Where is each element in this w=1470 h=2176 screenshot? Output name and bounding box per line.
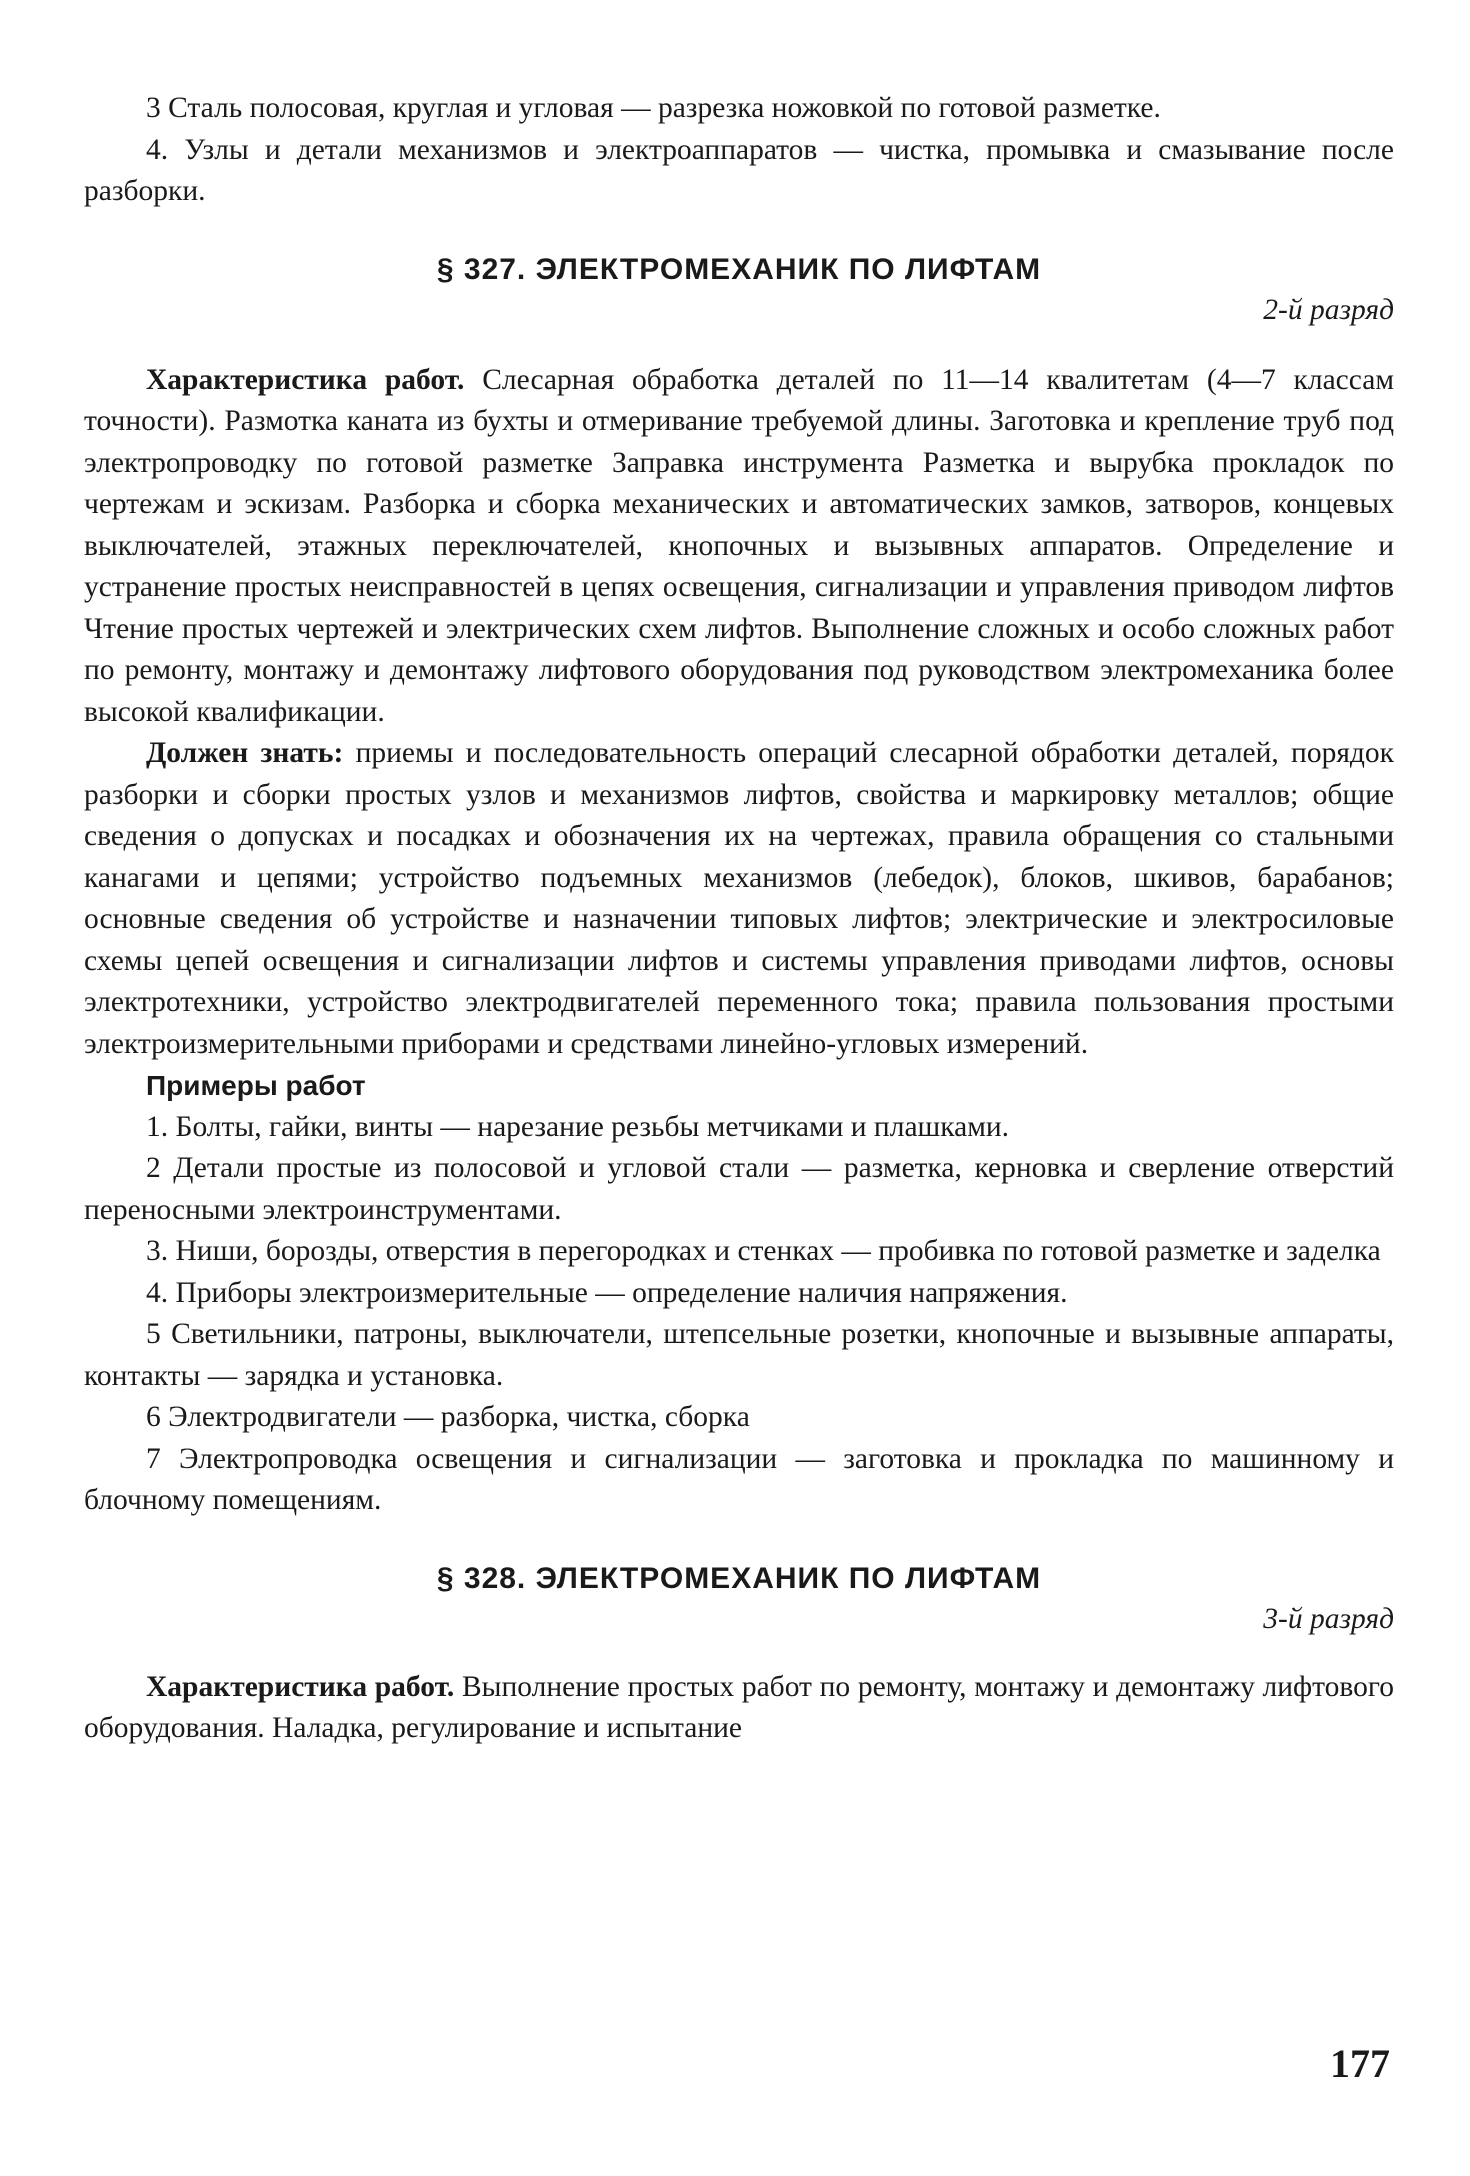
characteristics-text: Слесарная обработка деталей по 11—14 квалитетам (4—7 классам точности). Размотка каната из бухты и отмеривание требуемой длины. Заготовка и крепление труб под электропроводку по готовой разметке Заправка инструмента Разметка и вырубка прокладок по чертежам и эскизам. Разборка и сборка механических и автоматических замков, затворов, концевых выключателей, этажных переключателей, кнопочных и вызывных аппаратов. Определение и устранение простых неисправностей в цепях освещения, сигнализации и управления приводом лифтов Чтение простых чертежей и электрических схем лифтов. Выполнение сложных и особо сложных работ по ремонту, монтажу и демонтажу лифтового оборудования под руководством электромеханика более высокой квалификации. [84,363,1394,728]
top-item-3: 3 Сталь полосовая, круглая и угловая — разрезка ножовкой по готовой разметке. [146,92,1161,124]
top-item-4: 4. Узлы и детали механизмов и электроаппаратов — чистка, промывка и смазывание после разборки. [84,133,1394,207]
section-327-characteristics [84,360,1394,734]
section-327-must-know [84,733,1394,1065]
example-item-4: 4. Приборы электроизмерительные — определение наличия напряжения. [146,1276,1068,1309]
characteristics-text-328: Выполнение простых работ по ремонту, монтажу и демонтажу лифтового оборудования. Наладка, регулирование и испытание [84,1670,1395,1744]
example-item-5: 5 Светильники, патроны, выключатели, штепсельные розетки, кнопочные и вызывные аппараты, контакты — зарядка и установка. [84,1318,1394,1392]
example-item-2: 2 Детали простые из полосовой и угловой стали — разметка, керновка и сверление отверстий переносными электроинструментами. [84,1152,1394,1226]
section-328-grade: 3-й разряд [1263,1603,1394,1635]
characteristics-label-328: Характеристика работ. [146,1670,455,1703]
examples-heading: Примеры работ [146,1070,366,1101]
example-item-7: 7 Электропроводка освещения и сигнализации — заготовка и прокладка по машинному и блочному помещениям. [84,1442,1394,1516]
example-item-6: 6 Электродвигатели — разборка, чистка, сборка [146,1401,750,1433]
must-know-text: приемы и последовательность операций слесарной обработки деталей, порядок разборки и сборки простых узлов и механизмов лифтов, свойства и маркировку металлов; общие сведения о допусках и посадках и обозначения их на чертежах, правила обращения со стальными канагами и цепями; устройство подъемных механизмов (лебедок), блоков, шкивов, барабанов; основные сведения об устройстве и назначении типовых лифтов; электрические и электросиловые схемы цепей освещения и сигнализации лифтов и системы управления приводами лифтов, основы электротехники, устройство электродвигателей переменного тока; правила пользования простыми электроизмерительными приборами и средствами линейно-угловых измерений. [84,737,1395,1060]
must-know-label: Должен знать: [146,737,344,769]
characteristics-label: Характеристика работ. [146,363,465,396]
section-328-title: § 328. ЭЛЕКТРОМЕХАНИК ПО ЛИФТАМ [436,1561,1042,1595]
section-327-title: § 327. ЭЛЕКТРОМЕХАНИК ПО ЛИФТАМ [436,252,1042,286]
section-328-characteristics [84,1667,1394,1750]
example-item-1: 1. Болты, гайки, винты — нарезание резьбы метчиками и плашками. [146,1110,1010,1143]
document-page [84,88,1394,1750]
section-327-grade: 2-й разряд [1263,294,1394,326]
example-item-3: 3. Ниши, борозды, отверстия в перегородках и стенках — пробивка по готовой разметке и заделка [146,1235,1381,1267]
page-number: 177 [1330,2041,1390,2086]
